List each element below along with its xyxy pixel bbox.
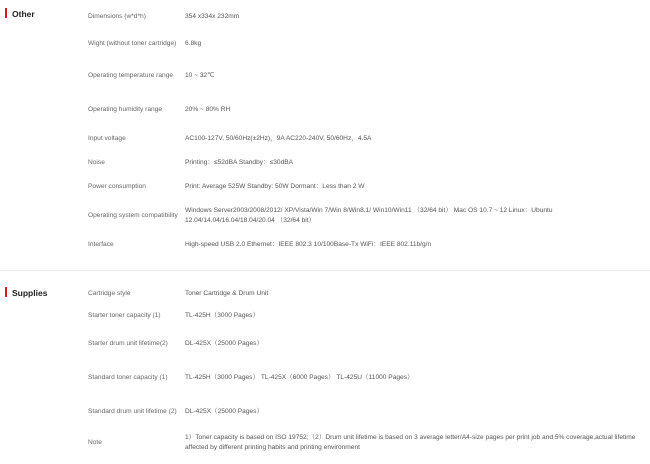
spec-value: 20% ~ 80% RH	[185, 105, 231, 113]
spec-row	[88, 396, 650, 428]
spec-row	[88, 4, 650, 29]
spec-value: 354 x334x 232mm	[185, 12, 240, 20]
spec-value: AC100-127V, 50/60Hz(±2Hz)，9A AC220-240V, 50/60Hz，4.5A	[185, 135, 372, 142]
spec-label: Standard toner capacity (1)	[88, 374, 168, 381]
spec-label: Interface	[88, 241, 114, 248]
spec-row	[88, 29, 650, 59]
spec-label: Cartridge style	[88, 290, 131, 297]
section-title: Supplies	[12, 288, 48, 298]
spec-row	[88, 92, 650, 127]
spec-rows	[88, 4, 650, 258]
spec-rows	[88, 283, 650, 458]
accent-bar	[5, 8, 7, 18]
spec-label: Operating temperature range	[88, 71, 174, 79]
spec-label: Operating humidity range	[88, 105, 163, 113]
spec-label: Note	[88, 439, 102, 446]
section-title: Other	[12, 9, 35, 19]
spec-label: Power consumption	[88, 183, 146, 190]
spec-row	[88, 127, 650, 151]
spec-row	[88, 305, 650, 327]
spec-row	[88, 232, 650, 258]
section-other	[0, 4, 650, 258]
spec-label: Dimensions (w*d*h)	[88, 12, 146, 20]
spec-value: Print: Average 525W Standby: 50W Dormant：Less than 2 W	[185, 183, 365, 190]
spec-row	[88, 175, 650, 199]
spec-value: TL-425H（3000 Pages） TL-425X（6000 Pages） TL-425U（11000 Pages）	[185, 374, 414, 381]
spec-value: 1）Toner capacity is based on ISO 19752;（2）Drum unit lifetime is based on 3 average letter/A4-size pages per print job and 5% coverage,actual lifetime affected by different printing habits and printing environment	[185, 434, 636, 451]
spec-value: TL-425H（3000 Pages）	[185, 312, 260, 319]
spec-row	[88, 151, 650, 175]
spec-row	[88, 199, 650, 232]
spec-label: Wight (without toner cartridge)	[88, 40, 177, 47]
spec-value: Windows Server2003/2008/2012/ XP/Vista/Win 7/Win 8/Win8.1/ Win10/Win11 （32/64 bit） Mac OS 10.7 ~ 12 Linux：Ubuntu 12.04/14.04/16.04/18.04/20.04 （32/64 bit）	[185, 206, 553, 224]
spec-value: DL-425X（25000 Pages）	[185, 339, 264, 347]
spec-row	[88, 327, 650, 360]
spec-value: High-speed USB 2.0 Ethernet：IEEE 802.3 10/100Base-Tx WiFi：IEEE 802.11b/g/n	[185, 241, 432, 248]
section-heading	[0, 4, 88, 258]
section-supplies	[0, 270, 650, 458]
spec-label: Input voltage	[88, 135, 126, 142]
spec-label: Starter drum unit lifetime(2)	[88, 339, 168, 347]
spec-row	[88, 428, 650, 458]
spec-row	[88, 59, 650, 92]
spec-label: Noise	[88, 159, 105, 166]
spec-value: 6.8kg	[185, 40, 202, 47]
spec-label: Standard drum unit lifetime (2)	[88, 408, 177, 415]
section-heading	[0, 283, 88, 458]
spec-value: Toner Cartridge & Drum Unit	[185, 290, 269, 297]
spec-value: Printing：≤52dBA Standby：≤30dBA	[185, 159, 294, 166]
accent-bar	[5, 287, 7, 297]
spec-value: 10 ~ 32℃	[185, 71, 215, 79]
spec-row	[88, 283, 650, 305]
spec-label: Starter toner capacity (1)	[88, 312, 161, 319]
spec-label: Operating system compatibility	[88, 211, 178, 219]
spec-row	[88, 360, 650, 396]
spec-value: DL-425X（25000 Pages）	[185, 408, 264, 415]
